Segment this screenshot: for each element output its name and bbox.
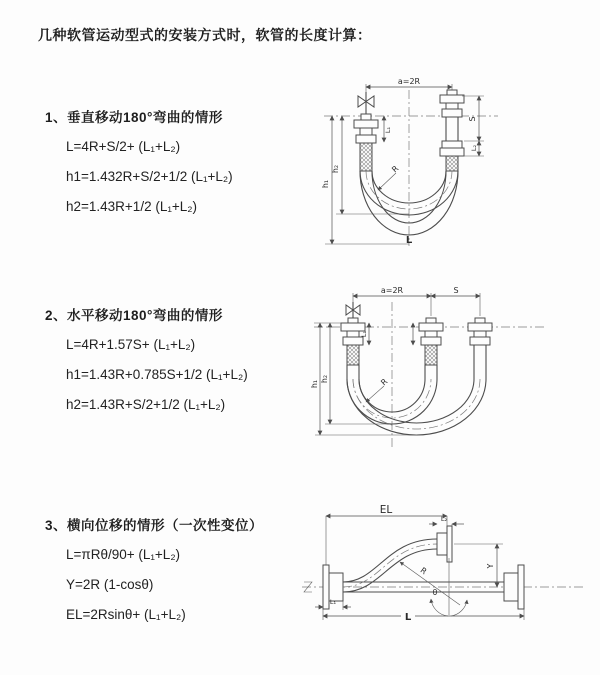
radius-callout — [400, 562, 460, 605]
formula-line: L=πRθ/90+ (L₁+L₂) — [66, 547, 181, 562]
formula-line: EL=2Rsinθ+ (L₁+L₂) — [66, 607, 186, 622]
right-connector — [440, 90, 464, 171]
svg-text:R: R — [390, 163, 401, 175]
formula-line: L=4R+S/2+ (L₁+L₂) — [66, 139, 181, 154]
svg-text:L₂: L₂ — [470, 144, 478, 152]
svg-text:L₂: L₂ — [440, 515, 448, 523]
left-connector — [354, 114, 378, 171]
right-flange-straight — [504, 565, 524, 609]
svg-text:L₁: L₁ — [360, 330, 368, 338]
dim-l2 — [470, 141, 479, 156]
formula-line: Y=2R (1-cosθ) — [66, 577, 154, 592]
svg-text:h₂: h₂ — [331, 164, 340, 174]
section-horizontal-movement — [45, 304, 315, 420]
diagram-vertical-180-bend — [310, 74, 580, 254]
radius-callout — [366, 377, 390, 402]
svg-text:θ: θ — [432, 588, 438, 597]
formula-line: h1=1.43R+0.785S+1/2 (L₁+L₂) — [66, 367, 248, 382]
dim-l1 — [360, 323, 413, 345]
svg-text:EL: EL — [379, 504, 393, 516]
right-flange-displaced — [437, 526, 452, 562]
svg-text:L₁: L₁ — [384, 126, 392, 134]
svg-text:R: R — [379, 376, 390, 388]
svg-text:Y: Y — [486, 563, 495, 569]
svg-text:L₁: L₁ — [329, 598, 337, 606]
page-title: 几种软管运动型式的安装方式时，软管的长度计算： — [38, 27, 372, 43]
svg-text:S: S — [453, 286, 459, 295]
diagram-horizontal-180-bend — [306, 284, 590, 461]
hose-u-bend-position2 — [347, 376, 486, 435]
section-heading: 3、横向位移的情形（一次性变位） — [45, 518, 264, 533]
section-lateral-displacement — [45, 514, 315, 630]
dim-a-2r — [366, 77, 452, 92]
middle-connector — [419, 318, 443, 379]
dim-l1 — [315, 598, 351, 610]
dim-a-2r — [353, 286, 431, 316]
svg-text:L: L — [404, 612, 412, 623]
dim-y — [454, 544, 503, 587]
dim-el — [326, 504, 447, 565]
valve-icon — [358, 92, 374, 114]
section-vertical-movement — [45, 106, 315, 222]
diagram-lateral-displacement — [296, 502, 590, 659]
left-connector — [341, 318, 365, 379]
svg-text:h₂: h₂ — [320, 374, 329, 384]
valve-icon — [346, 302, 360, 318]
svg-text:R: R — [418, 565, 429, 577]
formula-line: h1=1.432R+S/2+1/2 (L₁+L₂) — [66, 169, 233, 184]
dim-l1 — [384, 116, 392, 142]
svg-text:a=2R: a=2R — [397, 77, 421, 86]
dim-l — [323, 609, 524, 623]
svg-text:h₁: h₁ — [321, 179, 330, 189]
section-heading: 2、水平移动180°弯曲的情形 — [45, 308, 223, 323]
section-heading: 1、垂直移动180°弯曲的情形 — [45, 110, 223, 125]
formula-line: h2=1.43R+S/2+1/2 (L₁+L₂) — [66, 397, 226, 412]
svg-text:a=2R: a=2R — [380, 286, 404, 295]
formula-line: h2=1.43R+1/2 (L₁+L₂) — [66, 199, 198, 214]
length-label: L — [405, 235, 413, 246]
svg-text:S: S — [468, 116, 477, 122]
radius-callout — [378, 164, 401, 190]
dim-s — [431, 286, 480, 316]
formula-line: L=4R+1.57S+ (L₁+L₂) — [66, 337, 196, 352]
dim-l2 — [429, 515, 464, 526]
right-connector — [468, 318, 492, 379]
svg-text:h₁: h₁ — [310, 379, 319, 389]
